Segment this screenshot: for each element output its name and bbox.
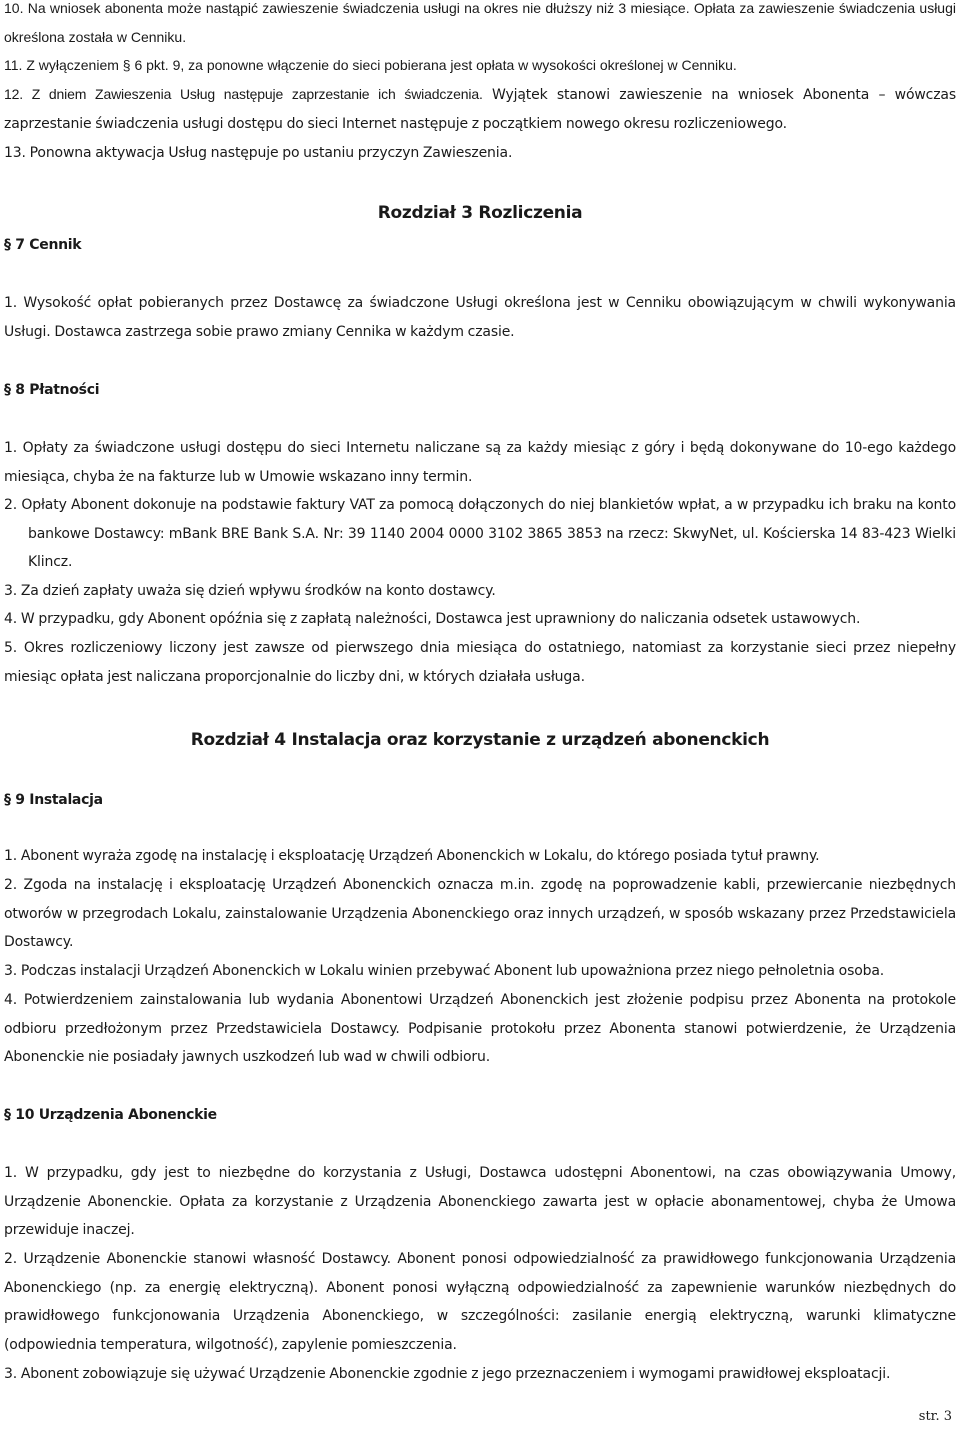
chapter-4-title: Rozdział 4 Instalacja oraz korzystanie z urządzeń abonenckich (190, 730, 770, 750)
section-10-heading: § 10 Urządzenia Abonenckie (4, 1107, 217, 1123)
section-7-heading: § 7 Cennik (4, 237, 82, 253)
page-number: str. 3 (918, 1409, 952, 1424)
paragraph-12-lead: 12. Z dniem Zawieszenia Usług następuje zaprzestanie ich świadczenia. (4, 86, 483, 102)
section-8-paragraph-4: 4. W przypadku, gdy Abonent opóźnia się z zapłatą należności, Dostawca jest uprawniony do naliczania odsetek ustawowych. (4, 611, 861, 627)
chapter-3-title: Rozdział 3 Rozliczenia (377, 203, 583, 223)
paragraph-12-rest: Wyjątek stanowi zawieszenie na wniosek Abonenta – wówczas zaprzestanie świadczenia usługi dostępu do sieci Internet następuje z początkiem nowego okresu rozliczeniowego. (4, 87, 956, 132)
section-10-paragraph-1: 1. W przypadku, gdy jest to niezbędne do korzystania z Usługi, Dostawca udostępni Abonentowi, na czas obowiązywania Umowy, Urządzenie Abonenckie. Opłata za korzystanie z Urządzenia Abonenckiego zawarta jest w opłacie abonamentowej, chyba że Umowa przewiduje inaczej. (4, 1165, 956, 1238)
paragraph-11: 11. Z wyłączeniem § 6 pkt. 9, za ponowne włączenie do sieci pobierana jest opłata w wysokości określonej w Cenniku. (4, 57, 737, 73)
paragraph-13: 13. Ponowna aktywacja Usług następuje po ustaniu przyczyn Zawieszenia. (4, 145, 513, 161)
section-8-paragraph-1: 1. Opłaty za świadczone usługi dostępu do sieci Internetu naliczane są za każdy miesiąc z góry i będą dokonywane do 10-ego każdego miesiąca, chyba że na fakturze lub w Umowie wskazano inny termin. (4, 440, 956, 485)
section-9-paragraph-3: 3. Podczas instalacji Urządzeń Abonenckich w Lokalu winien przebywać Abonent lub upoważniona przez niego pełnoletnia osoba. (4, 963, 885, 979)
section-8-paragraph-5: 5. Okres rozliczeniowy liczony jest zawsze od pierwszego dnia miesiąca do ostatniego, natomiast za korzystanie sieci przez niepełny miesiąc opłata jest naliczana proporcjonalnie do liczby dni, w których działała usługa. (4, 640, 956, 685)
section-10-paragraph-3: 3. Abonent zobowiązuje się używać Urządzenie Abonenckie zgodnie z jego przeznaczeniem i wymogami prawidłowej eksploatacji. (4, 1366, 891, 1382)
section-7-paragraph-1: 1. Wysokość opłat pobieranych przez Dostawcę za świadczone Usługi określona jest w Cenniku obowiązującym w chwili wykonywania Usługi. Dostawca zastrzega sobie prawo zmiany Cennika w każdym czasie. (4, 295, 956, 340)
section-9-heading: § 9 Instalacja (4, 792, 103, 808)
section-8-paragraph-2: 2. Opłaty Abonent dokonuje na podstawie faktury VAT za pomocą dołączonych do niej blankietów wpłat, a w przypadku ich braku na konto bankowe Dostawcy: mBank BRE Bank S.A. Nr: 39 1140 2004 0000 3102 3865 3853 na rzecz: SkwyNet, ul. Kościerska 14 83-423 Wielki Klincz. (4, 497, 956, 570)
section-9-paragraph-1: 1. Abonent wyraża zgodę na instalację i eksploatację Urządzeń Abonenckich w Lokalu, do którego posiada tytuł prawny. (4, 848, 820, 864)
section-8-paragraph-3: 3. Za dzień zapłaty uważa się dzień wpływu środków na konto dostawcy. (4, 583, 496, 599)
paragraph-12 (4, 80, 956, 138)
section-8-heading: § 8 Płatności (4, 382, 100, 398)
section-9-paragraph-4: 4. Potwierdzeniem zainstalowania lub wydania Abonentowi Urządzeń Abonenckich jest złożenie podpisu przez Abonenta na protokole odbioru przedłożonym przez Przedstawiciela Dostawcy. Podpisanie protokołu przez Abonenta stanowi potwierdzenie, że Urządzenia Abonenckie nie posiadały jawnych uszkodzeń lub wad w chwili odbioru. (4, 992, 956, 1065)
paragraph-10: 10. Na wniosek abonenta może nastąpić zawieszenie świadczenia usługi na okres nie dłuższy niż 3 miesiące. Opłata za zawieszenie świadczenia usługi określona została w Cenniku. (4, 0, 956, 45)
section-9-paragraph-2: 2. Zgoda na instalację i eksploatację Urządzeń Abonenckich oznacza m.in. zgodę na poprowadzenie kabli, przewiercanie niezbędnych otworów w przegrodach Lokalu, zainstalowanie Urządzenia Abonenckiego oraz innych urządzeń, w sposób wskazany przez Przedstawiciela Dostawcy. (4, 877, 956, 950)
section-10-paragraph-2: 2. Urządzenie Abonenckie stanowi własność Dostawcy. Abonent ponosi odpowiedzialność za prawidłowego funkcjonowania Urządzenia Abonenckiego (np. za energię elektryczną). Abonent ponosi wyłączną odpowiedzialność za zapewnienie warunków niezbędnych do prawidłowego funkcjonowania Urządzenia Abonenckiego, w szczególności: zasilanie energią elektryczną, warunki klimatyczne (odpowiednia temperatura, wilgotność), zapylenie pomieszczenia. (4, 1251, 956, 1353)
